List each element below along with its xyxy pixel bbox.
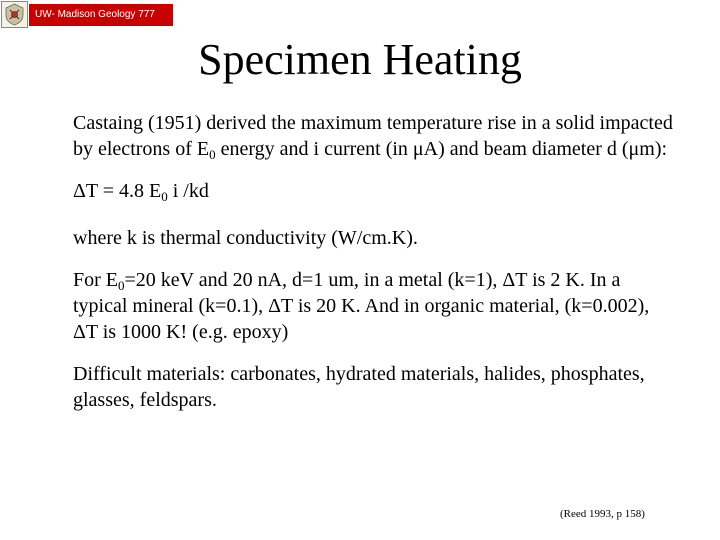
course-badge: UW- Madison Geology 777 [29,4,173,26]
formula: ΔT = 4.8 $E_0$ i /kd [73,180,209,204]
paragraph-castaing: Castaing (1951) derived the maximum temperature rise in a solid impacted by electrons of $E_0$ energy and i current (in μA) and beam diameter d (μm): [73,112,673,162]
slide-title: Specimen Heating [198,35,522,84]
uw-crest-icon [1,1,28,28]
reference-note: (Reed 1993, p 158) [560,508,645,520]
paragraph-conductivity: where k is thermal conductivity (W/cm.K). [73,227,418,249]
slide-body [73,110,673,429]
paragraph-difficult-materials: Difficult materials: carbonates, hydrated materials, halides, phosphates, glasses, feldspars. [73,363,645,411]
paragraph-example: For $E_0=20$ keV and 20 nA, d=1 um, in a metal (k=1), ΔT is 2 K. In a typical mineral (k=0.1), ΔT is 20 K. And in organic material, (k=0.002), ΔT is 1000 K! (e.g. epoxy) [73,269,650,343]
